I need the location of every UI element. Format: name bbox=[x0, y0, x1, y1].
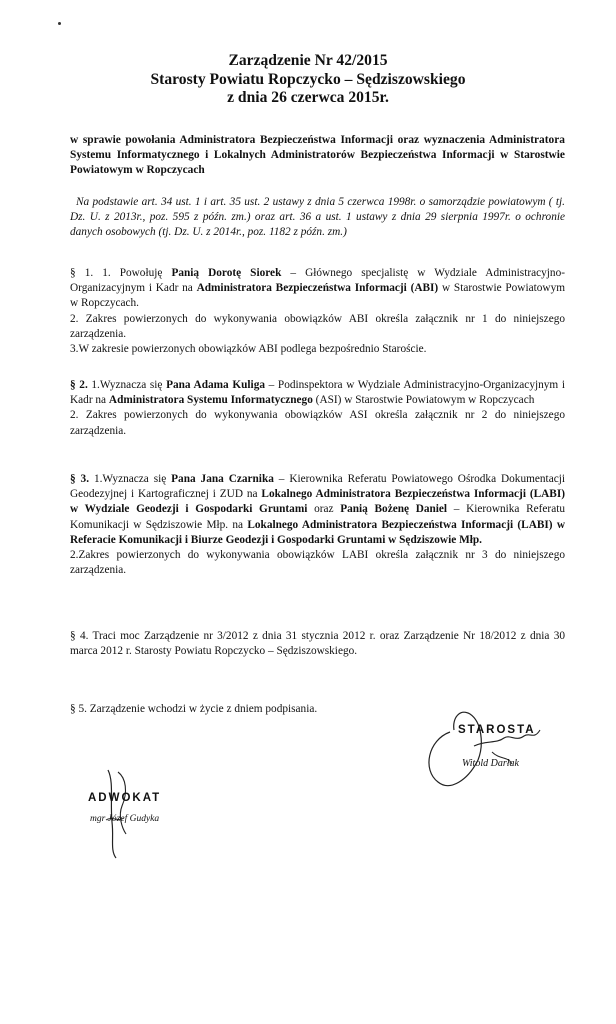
text-run: – Kierownika Referatu Komunikacji w Sędziszowie Młp. na bbox=[70, 503, 565, 531]
starosta-signature bbox=[420, 700, 570, 790]
section-1-paragraph-1 bbox=[70, 266, 565, 312]
ordinance-number: Zarządzenie Nr 42/2015 bbox=[228, 52, 388, 69]
role-title: Lokalnego Administratora Bezpieczeństwa Informacji (LABI) w Referacie Komunikacji i Biurze Geodezji i Gospodarki Gruntami w Sędziszowie Młp. bbox=[70, 518, 565, 546]
adwokat-title: ADWOKAT bbox=[88, 792, 162, 804]
appointee-name: Pana Adama Kuliga bbox=[166, 379, 265, 391]
text-run: 1.Wyznacza się bbox=[87, 379, 167, 391]
section-3-paragraph-2: 2.Zakres powierzonych do wykonywania obowiązków LABI określa załącznik nr 3 do niniejszego zarządzenia. bbox=[70, 549, 565, 577]
section-2-paragraph-1 bbox=[70, 378, 565, 408]
legal-basis-text: Na podstawie art. 34 ust. 1 i art. 35 ust. 2 ustawy z dnia 5 czerwca 1998r. o samorządzie powiatowym ( tj. Dz. U. z 2013r., poz. 595 z późn. zm.) oraz art. 36 a ust. 1 ustawy z dnia 29 sierpnia 1997r. o ochronie danych osobowych (tj. Dz. U. z 2014r., poz. 1182 z późn. zm.) bbox=[70, 196, 565, 239]
starosta-title: STAROSTA bbox=[458, 724, 536, 736]
legal-basis bbox=[70, 195, 565, 241]
section-1-paragraph-2: 2. Zakres powierzonych do wykonywania obowiązków ABI określa załącznik nr 1 do niniejszego zarządzenia. bbox=[70, 312, 565, 340]
section-1-paragraph-3: 3.W zakresie powierzonych obowiązków ABI podlega bezpośrednio Staroście. bbox=[70, 343, 427, 356]
section-4-paragraph-1: § 4. Traci moc Zarządzenie nr 3/2012 z dnia 31 stycznia 2012 r. oraz Zarządzenie Nr 18/2012 z dnia 30 marca 2012 r. Starosty Powiatu Ropczycko – Sędziszowskiego. bbox=[70, 630, 565, 658]
issuer: Starosty Powiatu Ropczycko – Sędziszowskiego bbox=[150, 70, 466, 88]
section-3-paragraph-1 bbox=[70, 472, 565, 548]
adwokat-stamp bbox=[70, 762, 190, 862]
section-number: § 3. bbox=[70, 473, 90, 485]
appointee-name: Panią Dorotę Siorek bbox=[171, 267, 282, 279]
starosta-name: Witold Darłak bbox=[462, 758, 519, 769]
adwokat-name: mgr Józef Gudyka bbox=[90, 814, 160, 824]
role-title: Administratora Bezpieczeństwa Informacji (ABI) bbox=[196, 282, 439, 295]
adwokat-signature bbox=[70, 762, 190, 862]
scan-speck bbox=[58, 22, 61, 25]
text-run: (ASI) w Starostwie Powiatowym w Ropczycach bbox=[312, 394, 535, 407]
section-2 bbox=[70, 378, 565, 439]
ordinance-subject: w sprawie powołania Administratora Bezpieczeństwa Informacji oraz wyznaczenia Administratora Systemu Informatycznego i Lokalnych Administratorów Bezpieczeństwa Informacji w Starostwie Powiatowym w Ropczycach bbox=[70, 134, 565, 177]
role-title: Lokalnego Administratora Bezpieczeństwa Informacji (LABI) w Wydziale Geodezji i Gospodarki Gruntami bbox=[70, 488, 565, 516]
text-run: w Starostwie Powiatowym w Ropczycach. bbox=[70, 282, 566, 310]
section-4 bbox=[70, 629, 565, 659]
section-number: § 2. bbox=[70, 379, 88, 391]
text-run: § 1. 1. Powołuję bbox=[70, 267, 172, 279]
text-run: – Kierownika Referatu Powiatowego Ośrodka Dokumentacji Geodezyjnej i Kartograficznej i ZUD na bbox=[70, 473, 565, 501]
section-2-paragraph-2: 2. Zakres powierzonych do wykonywania obowiązków ASI określa załącznik nr 2 do niniejszego zarządzenia. bbox=[70, 409, 565, 437]
ordinance-date: z dnia 26 czerwca 2015r. bbox=[227, 89, 389, 106]
section-3 bbox=[70, 472, 565, 578]
text-run: 1.Wyznacza się bbox=[89, 473, 172, 485]
appointee-name: Panią Bożenę Daniel bbox=[340, 503, 448, 516]
appointee-name: Pana Jana Czarnika bbox=[171, 473, 274, 485]
section-5-paragraph-1: § 5. Zarządzenie wchodzi w życie z dniem podpisania. bbox=[70, 703, 318, 715]
text-run: oraz bbox=[307, 503, 341, 516]
document-header bbox=[0, 52, 616, 108]
section-1 bbox=[70, 266, 565, 357]
text-run: – Głównego specjalistę w Wydziale Administracyjno-Organizacyjnym i Kadr na bbox=[70, 267, 565, 295]
text-run: – Podinspektora w Wydziale Administracyjno-Organizacyjnym i Kadr na bbox=[70, 379, 565, 407]
starosta-stamp bbox=[420, 700, 570, 790]
role-title: Administratora Systemu Informatycznego bbox=[108, 394, 313, 407]
